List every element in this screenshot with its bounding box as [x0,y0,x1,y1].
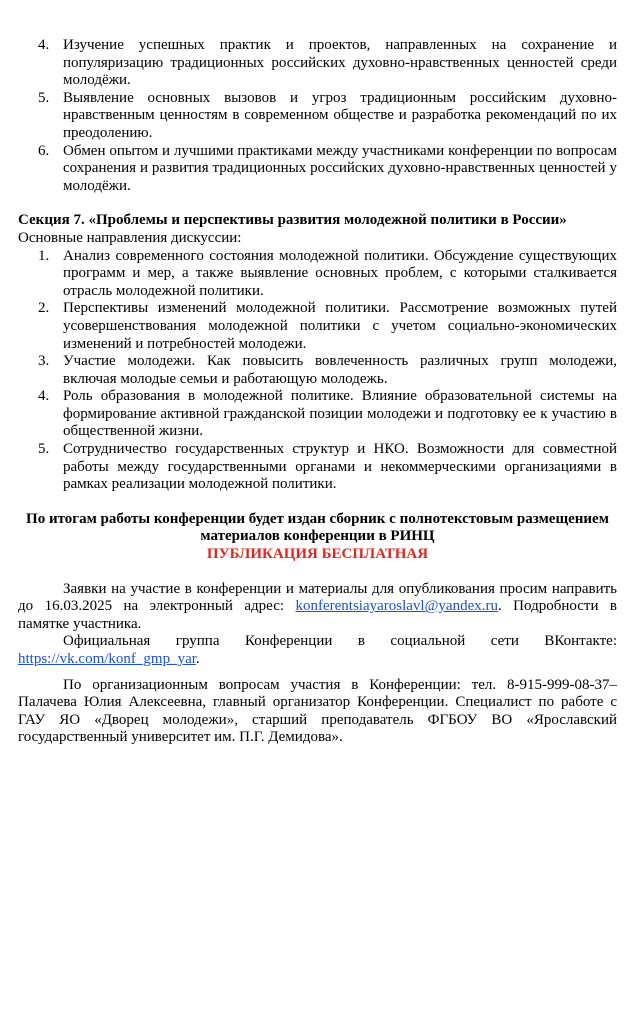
applications-paragraph [18,581,617,634]
vk-text: Официальная группа Конференции в социальной сети ВКонтакте: [63,633,617,650]
contacts-paragraph: По организационным вопросам участия в Конференции: тел. 8-915-999-08-37– Палачева Юлия Алексеевна, главный организатор Конференции. Специалист по работе с ГАУ ЯО «Дворец молодежи», старший преподаватель ФГБОУ ВО «Ярославский государственный университет им. П.Г. Демидова». [18,676,617,746]
vk-text-after: . [195,651,200,667]
objectives-list [18,37,617,195]
list-item [18,441,617,494]
list-item-number: 3. [38,353,50,370]
list-item-number: 1. [38,247,50,264]
list-item-text: Изучение успешных практик и проектов, направленных на сохранение и популяризацию традиционных российских духовно-нравственных ценностей среди молодёжи. [63,37,617,89]
list-item [18,90,617,143]
vk-paragraph [18,633,617,668]
vk-link[interactable]: https://vk.com/konf_gmp_yar [18,651,196,667]
list-item [18,300,617,353]
list-item [18,388,617,441]
list-item-text: Выявление основных вызовов и угроз традиционным российским духовно-нравственным ценностям в современном обществе и разработка рекомендаций по их преодолению. [63,89,617,141]
list-item-number: 5. [38,441,50,458]
publication-line-2: материалов конференции в РИНЦ [200,528,435,545]
list-item [18,248,617,301]
list-item-text: Роль образования в молодежной политике. Влияние образовательной системы на формирование активной гражданской позиции молодежи и подготовку ее к участию в общественной жизни. [63,388,617,440]
publication-line-1: По итогам работы конференции будет издан сборник с полнотекстовым размещением [26,510,609,527]
list-item-text: Обмен опытом и лучшими практиками между участниками конференции по вопросам сохранения и развития традиционных российских духовно-нравственных ценностей у молодёжи. [63,142,617,194]
list-item-text: Перспективы изменений молодежной политики. Рассмотрение возможных путей усовершенствования молодежной политики с учетом социально-экономических изменений и потребностей молодежи. [63,300,617,352]
list-item-number: 4. [38,388,50,405]
list-item [18,143,617,196]
list-item-text: Анализ современного состояния молодежной политики. Обсуждение существующих программ и мер, а также выявление основных проблем, с которыми сталкивается отрасль молодежной политики. [63,247,617,299]
applications-text-after: . Подробности в памятке участника. [18,598,618,632]
section-7 [18,212,617,494]
section-subtitle: Основные направления дискуссии: [18,229,242,246]
list-item-text: Участие молодежи. Как повысить вовлеченность различных групп молодежи, включая молодые семьи и работающую молодежь. [63,353,617,387]
list-item [18,37,617,90]
list-item-number: 5. [38,89,50,106]
list-item-number: 6. [38,142,50,159]
section-title: Секция 7. «Проблемы и перспективы развития молодежной политики в России» [18,212,567,229]
discussion-list [18,248,617,494]
list-item-text: Сотрудничество государственных структур и НКО. Возможности для совместной работы между государственными органами и некоммерческими организациями в рамках реализации молодежной политики. [63,441,617,493]
email-link[interactable]: konferentsiayaroslavl@yandex.ru [295,598,498,615]
free-publication-label: ПУБЛИКАЦИЯ БЕСПЛАТНАЯ [206,546,429,563]
applications-text: Заявки на участие в конференции и материалы для опубликования просим направить до 16.03.2025 на электронный адрес: [18,580,617,615]
list-item-number: 2. [38,300,50,317]
list-item-number: 4. [38,37,50,53]
publication-notice [18,511,617,564]
list-item [18,353,617,388]
